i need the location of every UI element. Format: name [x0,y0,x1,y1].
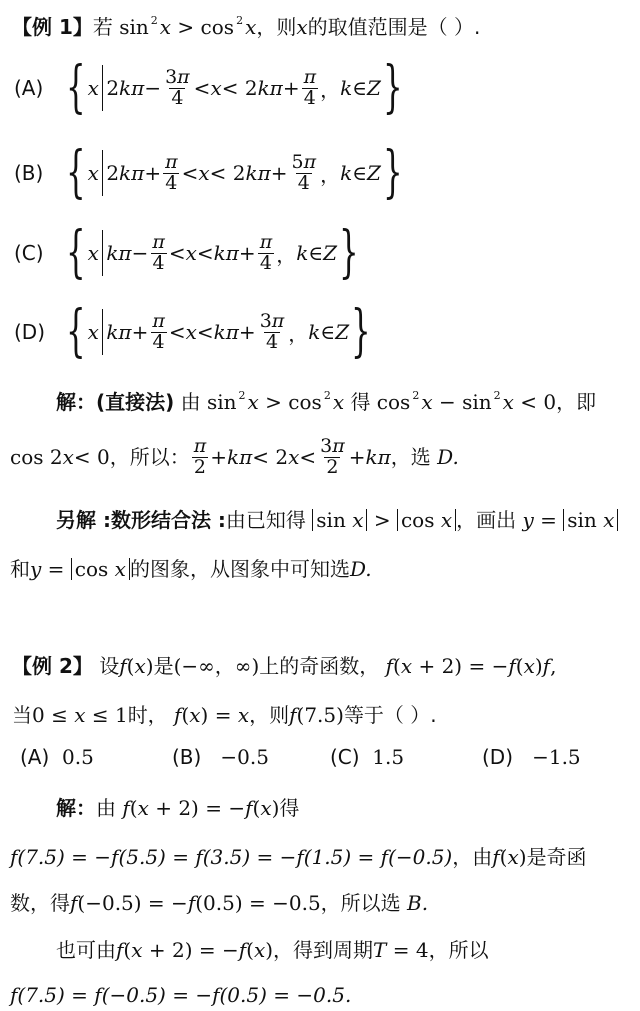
solution-1-line-2: cos 2 x < 0 ，所以： $\frac{\pi}{2}$ + kπ < 2 x < $\frac{3\pi}{2}$ + kπ ，选 D. [10,434,459,478]
example-1-question: 【例 1】若 sin $^2$ x > cos $^2$ x，则x的取值范围是（ ）. [12,14,481,39]
alt-solution-label: 另解 :数形结合法 : [56,508,226,532]
option-d-label: (D) [14,320,46,344]
solution-2-line-2: f(7.5) = −f(5.5) = f(3.5) = −f(1.5) = f(−0.5)，由f(x)是奇函 [10,845,587,869]
alt-solution-line-1: 另解 :数形结合法 :由已知得 sin x > cos x ，画出 y = sin x [56,507,618,533]
example-2-option-d: (D) −1.5 [482,745,581,769]
example-1-label: 【例 1】 [12,15,93,39]
example-2-label: 【例 2】 [12,654,93,678]
option-d: (D) { x kπ + $\frac{\pi}{4}$ < x < kπ + $\frac{3\pi}{4}$ ， k ∈ Z } [14,299,371,364]
option-b-label: (B) [14,161,44,185]
solution-2-final: f(7.5) = f(−0.5) = −f(0.5) = −0.5. [10,983,352,1007]
solution-2-line-4: 也可由f(x + 2) = −f(x)，得到周期T = 4，所以 [56,938,489,962]
solution-2-line-3: 数，得f(−0.5) = −f(0.5) = −0.5，所以选 B. [10,891,429,915]
example-2-question-line-2: 当0 ≤ x ≤ 1时， f(x) = x，则f(7.5)等于（ ）. [12,703,437,727]
solution-1-label: 解：(直接法) [56,390,175,414]
option-a: (A) { x 2 kπ − $\frac{3\pi}{4}$ < x < 2 kπ + $\frac{\pi}{4}$ ， k ∈ Z } [14,55,403,120]
solution-2-line-1: 解：由 f(x + 2) = −f(x)得 [56,796,300,820]
option-a-label: (A) [14,76,44,100]
example-2-question-line-1: 【例 2】 设f(x)是(−∞，∞)上的奇函数， f(x + 2) = −f(x)f, [12,654,557,678]
example-2-option-b: (B) −0.5 [172,745,269,769]
option-c: (C) { x kπ − $\frac{\pi}{4}$ < x < kπ + $\frac{\pi}{4}$ ， k ∈ Z } [14,220,359,285]
example-2-option-a: (A) 0.5 [20,745,94,769]
example-2-option-c: (C) 1.5 [330,745,405,769]
solution-1-line-1: 解：(直接法) 由 sin $^2$ x > cos $^2$ x 得 cos $^2$ x − sin $^2$ x < 0，即 [56,389,597,414]
option-b: (B) { x 2 kπ + $\frac{\pi}{4}$ < x < 2 kπ + $\frac{5\pi}{4}$ ， k ∈ Z } [14,140,403,205]
solution-2-label: 解： [56,796,96,820]
option-c-label: (C) [14,241,44,265]
alt-solution-line-2: 和y = cos x 的图象，从图象中可知选D. [10,557,372,581]
